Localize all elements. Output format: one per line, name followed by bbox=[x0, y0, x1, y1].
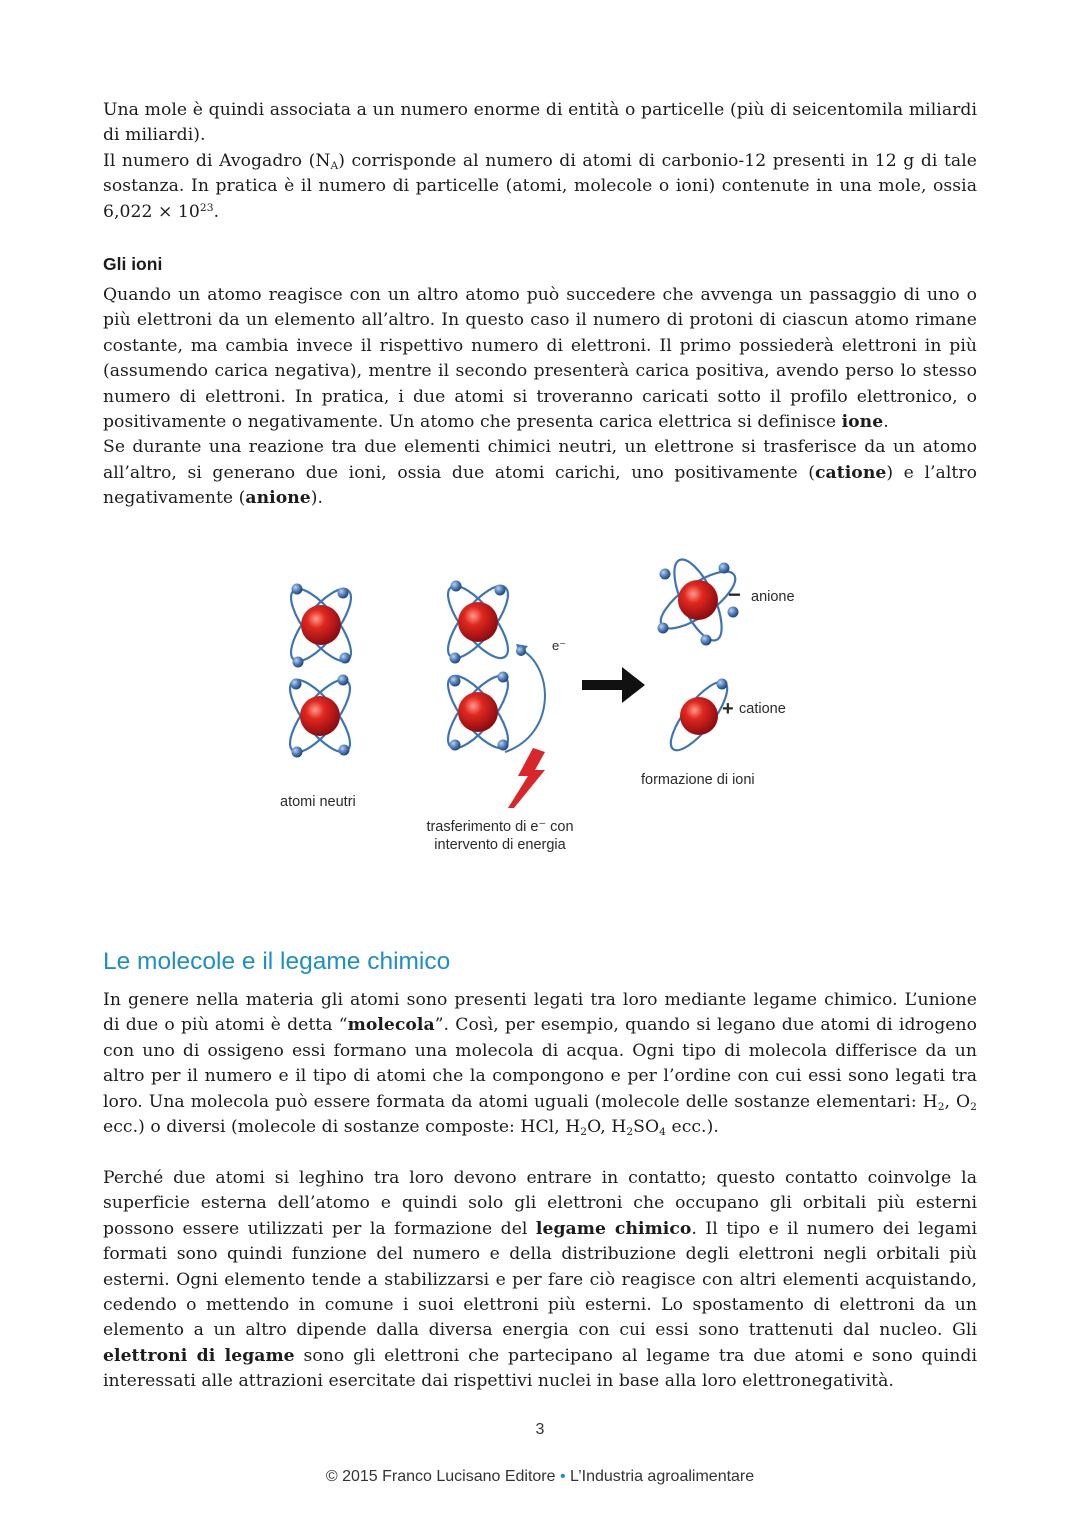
anion-sign: − bbox=[728, 582, 741, 607]
transfer-atom-bottom bbox=[438, 667, 517, 756]
energy-bolt-icon bbox=[508, 748, 545, 808]
mol-p1-c: , O bbox=[944, 1091, 971, 1112]
bonding-electrons-term: elettroni di legame bbox=[103, 1345, 295, 1366]
electron-label: e⁻ bbox=[552, 638, 567, 653]
mol-p1-a: In genere nella materia gli atomi sono presenti legati tra loro mediante legame chimico. L’unione di due o più atomi è detta “ bbox=[103, 990, 977, 1036]
h2-subscript: 2 bbox=[937, 1099, 945, 1113]
ions-p2-end: ). bbox=[310, 488, 324, 509]
intro-paragraph-2 bbox=[103, 149, 977, 225]
h2o-subscript: 2 bbox=[580, 1125, 588, 1139]
transfer-caption bbox=[400, 818, 600, 854]
h2so4-o-subscript: 4 bbox=[659, 1125, 666, 1139]
mol-p2-b: . Il tipo e il numero dei legami formati sono quindi funzione del numero e della distribuzione degli elettroni negli orbitali più esterni. Ogni elemento tende a stabilizzarsi e per fare ciò reagisce con altri elementi acquistando, cedendo o mettendo in comune i suoi elettroni più esterni. Lo spostamento di elettroni da un elemento a un altro dipende dalla diversa energia con cui essi sono trattenuti dal nucleo. Gli bbox=[103, 1218, 977, 1341]
ions-body bbox=[103, 283, 977, 512]
molecules-heading: Le molecole e il legame chimico bbox=[103, 948, 451, 975]
molecules-paragraph-1 bbox=[103, 988, 977, 1140]
footer-copyright: © 2015 Franco Lucisano Editore bbox=[325, 1468, 556, 1485]
avogadro-text-end: . bbox=[213, 201, 220, 222]
avogadro-text-pre: Il numero di Avogadro (N bbox=[103, 150, 331, 171]
footer-bullet: • bbox=[559, 1468, 566, 1485]
mol-p2-a: Perché due atomi si leghino tra loro devono entrare in contatto; questo contatto coinvolge la superficie esterna dell’atomo e quindi solo gli elettroni che occupano gli orbitali più esterni possono essere utilizzati per la formazione del bbox=[103, 1168, 977, 1239]
transfer-caption-line-2: intervento di energia bbox=[434, 837, 566, 853]
h2so4-h-subscript: 2 bbox=[626, 1125, 634, 1139]
molecule-term: molecola bbox=[347, 1015, 435, 1036]
mol-p1-b: ”. Così, per esempio, quando si legano due atomi di idrogeno con uno di ossigeno essi formano una molecola di acqua. Ogni tipo di molecola differisce da un altro per il numero e il tipo di atomi che la compongono e per l’ordine con cui essi sono legati tra loro. Una molecola può essere formata da atomi uguali (molecole delle sostanze elementari: H bbox=[103, 1015, 977, 1112]
mol-p1-g: ecc.). bbox=[665, 1117, 719, 1138]
neutral-atoms-caption: atomi neutri bbox=[280, 794, 356, 810]
transfer-caption-line-1: trasferimento di e⁻ con bbox=[426, 819, 574, 835]
ions-section bbox=[103, 254, 977, 275]
avogadro-text-post: ) corrisponde al numero di atomi di carbonio-12 presenti in 12 g di tale sostanza. In pratica è il numero di particelle (atomi, molecole o ioni) contenute in una mole, ossia 6,022 × 10 bbox=[103, 150, 977, 222]
molecules-paragraph-2 bbox=[103, 1166, 977, 1395]
molecules-body bbox=[103, 988, 977, 1140]
transfer-atom-top bbox=[438, 577, 517, 666]
cation-sign: + bbox=[722, 698, 734, 720]
neutral-atom-bottom bbox=[280, 671, 359, 760]
avogadro-exponent: 23 bbox=[199, 200, 214, 214]
cation-term: catione bbox=[815, 462, 887, 483]
ion-formation-figure bbox=[0, 540, 1080, 880]
ions-p2-mid: ) e l’altro negativamente ( bbox=[103, 462, 977, 509]
molecules-body-2 bbox=[103, 1166, 977, 1395]
footer-book-title: L’Industria agroalimentare bbox=[570, 1468, 755, 1485]
intro-paragraph-1: Una mole è quindi associata a un numero enorme di entità o particelle (più di seicentomila miliardi di miliardi). bbox=[103, 100, 977, 146]
anion-term: anione bbox=[245, 488, 311, 509]
mol-p2-c: sono gli elettroni che partecipano al legame tra due atomi e sono quindi interessati alle attrazioni esercitate dai rispettivi nuclei in base alla loro elettronegatività. bbox=[103, 1345, 977, 1392]
molecules-section bbox=[103, 948, 977, 976]
page-footer bbox=[0, 1468, 1080, 1486]
electron-transfer-path bbox=[505, 644, 545, 752]
mol-p1-e: O, H bbox=[587, 1117, 627, 1138]
ions-p2-text: Se durante una reazione tra due elementi chimici neutri, un elettrone si trasferisce da un atomo all’altro, si generano due ioni, ossia due atomi carichi, uno positivamente ( bbox=[103, 437, 977, 483]
ion-term: ione bbox=[841, 412, 884, 433]
mol-p1-d: ecc.) o diversi (molecole di sostanze composte: HCl, H bbox=[103, 1117, 581, 1138]
o2-subscript: 2 bbox=[970, 1099, 977, 1113]
mol-p1-f: SO bbox=[633, 1117, 660, 1138]
ions-heading: Gli ioni bbox=[103, 254, 163, 274]
page-number: 3 bbox=[535, 1421, 545, 1438]
cation-label: catione bbox=[739, 701, 786, 717]
anion-label: anione bbox=[751, 589, 795, 605]
formation-caption: formazione di ioni bbox=[641, 772, 755, 788]
ions-paragraph-2 bbox=[103, 435, 977, 511]
ions-p1-end: . bbox=[883, 412, 889, 433]
ions-p1-text: Quando un atomo reagisce con un altro atomo può succedere che avvenga un passaggio di uno o più elettroni da un elemento all’altro. In questo caso il numero di protoni di ciascun atomo rimane costante, ma cambia invece il rispettivo numero di elettroni. Il primo possiederà elettroni in più (assumendo carica negativa), mentre il secondo presenterà carica positiva, avendo perso lo stesso numero di elettroni. In pratica, i due atomi si troveranno caricati sotto il profilo elettronico, o positivamente o negativamente. Un atomo che presenta carica elettrica si definisce bbox=[103, 285, 977, 433]
neutral-atom-top bbox=[281, 580, 360, 669]
avogadro-subscript: A bbox=[330, 158, 339, 172]
intro-section bbox=[103, 98, 977, 225]
ions-paragraph-1 bbox=[103, 283, 977, 435]
reaction-arrow-icon bbox=[582, 667, 645, 703]
chemical-bond-term: legame chimico bbox=[535, 1218, 692, 1239]
